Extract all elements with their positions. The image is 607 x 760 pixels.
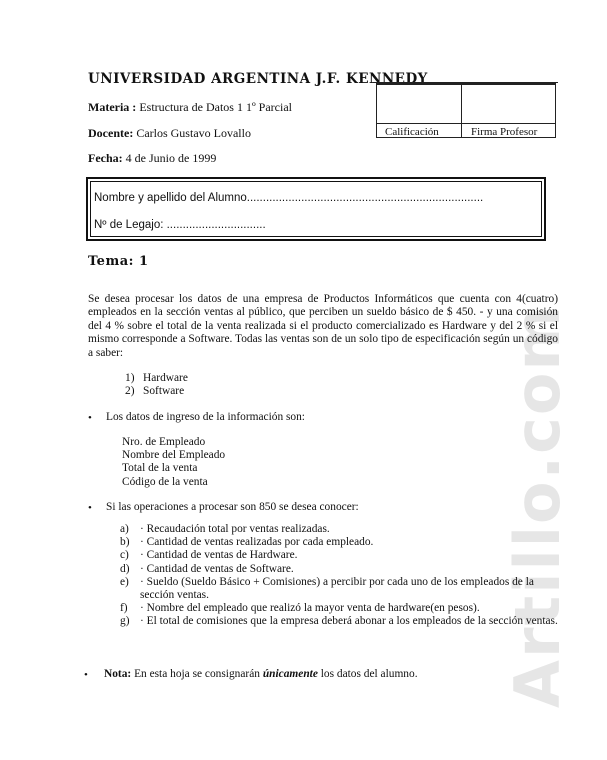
list-item: f) · Nombre del empleado que realizó la mayor venta de hardware(en pesos). [120,602,480,615]
nota-line: Nota: En esta hoja se consignarán únicamente los datos del alumno. [104,668,418,680]
watermark: Artillo.com [501,303,574,708]
list-item: d) · Cantidad de ventas de Software. [120,562,294,575]
tema-title: Tema: 1 [88,254,149,269]
ingreso-title: Los datos de ingreso de la información son: [106,411,305,423]
fecha-line [88,151,216,166]
university-title: UNIVERSIDAD ARGENTINA J.F. KENNEDY [88,71,428,87]
codes-list [125,372,188,398]
list-item: Total de la venta [122,462,198,475]
list-item: 1) Hardware [125,372,188,384]
materia-label: Materia : [88,100,137,114]
fecha-label: Fecha: [88,151,123,165]
list-item: c) · Cantidad de ventas de Hardware. [120,549,298,562]
firma-label: Firma Profesor [471,126,538,138]
grade-box-label-line [377,123,555,124]
materia-value: Estructura de Datos 1 1º Parcial [139,100,292,114]
fecha-value: 4 de Junio de 1999 [125,151,217,165]
bullet-icon: • [88,412,92,424]
list-item: Código de la venta [122,475,208,488]
list-item: e) · Sueldo (Sueldo Básico + Comisiones) a percibir por cada uno de los empleados de la sección ventas. [120,575,534,602]
intro-paragraph: Se desea procesar los datos de una empresa de Productos Informáticos que cuenta con 4(cuatro) empleados en la sección ventas al público, que perciben un sueldo básico de $ 450. - y una comisión del 4 % sobre el total de la venta realizada si el producto comercializado es Hardware y del 2 % si el mismo corresponde a Software. Todas las ventas son de un solo tipo de especificación según un código a saber: [88,293,558,359]
docente-value: Carlos Gustavo Lovallo [136,126,251,140]
calificacion-label: Calificación [385,126,439,138]
student-legajo-line[interactable]: Nº de Legajo: ............................... [94,219,266,231]
list-item: a) · Recaudación total por ventas realizadas. [120,523,330,535]
list-item: b) · Cantidad de ventas realizadas por cada empleado. [120,536,374,549]
bullet-icon: • [84,669,88,681]
student-box [86,177,546,241]
docente-line [88,126,251,141]
materia-line [88,100,292,115]
grade-box [376,83,556,138]
operaciones-title: Si las operaciones a procesar son 850 se desea conocer: [106,501,359,513]
nota-label: Nota: [104,668,132,680]
bullet-icon: • [88,502,92,514]
student-name-line[interactable]: Nombre y apellido del Alumno.......................................................................... [94,192,484,204]
list-item: Nombre del Empleado [122,449,226,462]
docente-label: Docente: [88,126,134,140]
grade-box-divider [461,85,462,137]
list-item: Nro. de Empleado [122,436,206,448]
ingreso-fields [122,436,225,489]
operaciones-list [120,523,560,629]
nota-emphasis: únicamente [262,668,318,680]
list-item: g) · El total de comisiones que la empresa deberá abonar a los empleados de la sección ventas. [120,615,558,628]
list-item: 2) Software [125,385,185,398]
